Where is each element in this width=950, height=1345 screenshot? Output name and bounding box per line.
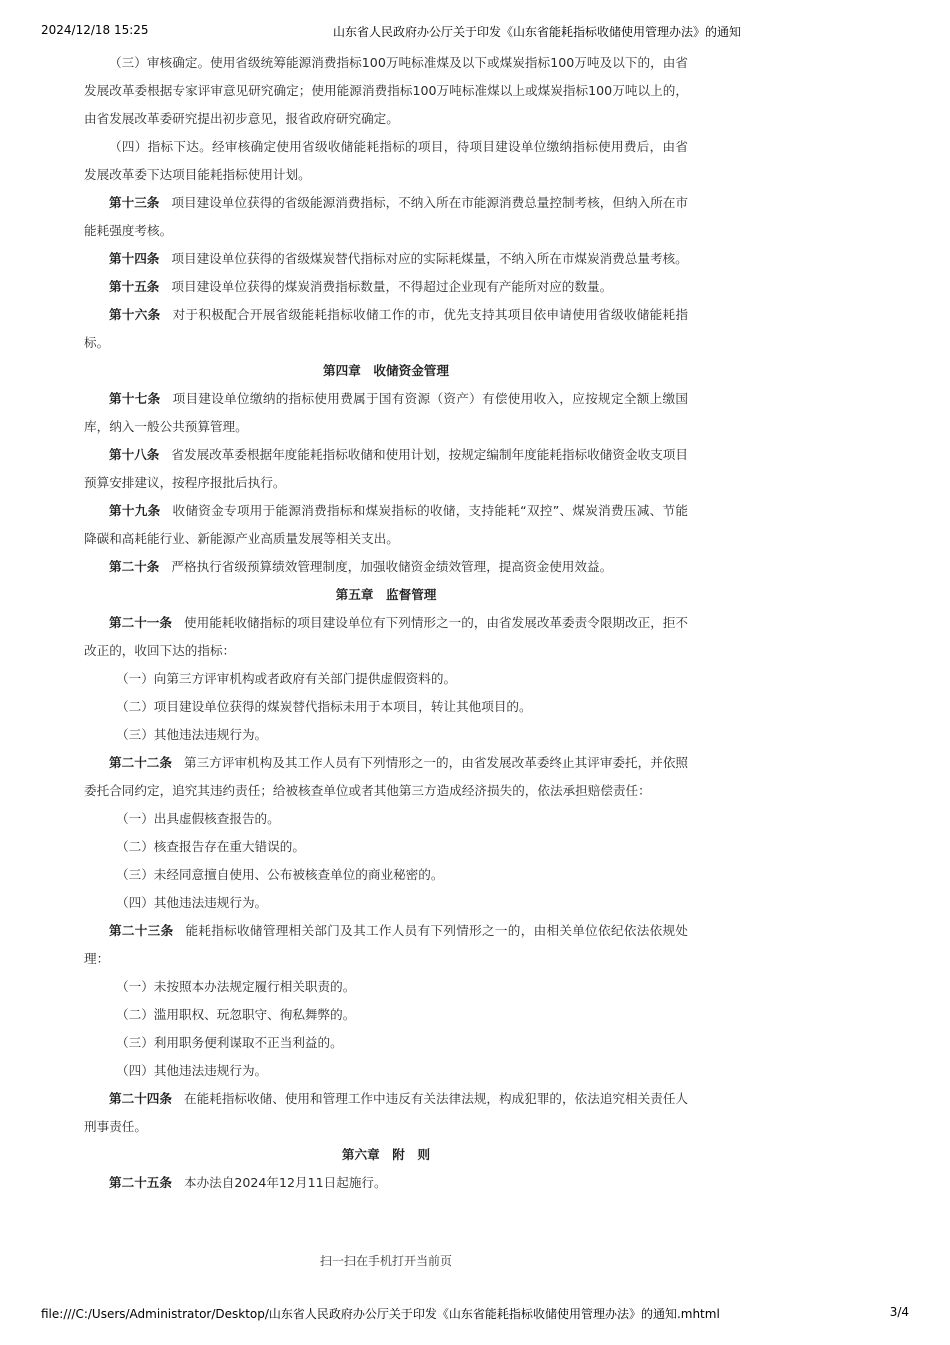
print-file-url: file:///C:/Users/Administrator/Desktop/山东省人民政府办公厅关于印发《山东省能耗指标收储使用管理办法》的通知.mhtml <box>41 1307 720 1321</box>
article-text: 收储资金专项用于能源消费指标和煤炭指标的收储，支持能耗“双控”、煤炭消费压减、节能降碳和高耗能行业、新能源产业高质量发展等相关支出。 <box>84 503 688 546</box>
article-13 <box>84 189 688 245</box>
article-text: 本办法自2024年12月11日起施行。 <box>183 1175 387 1190</box>
list-item: （一）出具虚假核查报告的。 <box>116 811 280 826</box>
list-item: （二）滥用职权、玩忽职守、徇私舞弊的。 <box>116 1007 356 1022</box>
article-19 <box>84 497 688 553</box>
article-25 <box>84 1169 688 1197</box>
article-text: 省发展改革委根据年度能耗指标收储和使用计划，按规定编制年度能耗指标收储资金收支项目预算安排建议，按程序报批后执行。 <box>84 447 689 490</box>
article-number: 第十三条 <box>109 195 160 210</box>
article-text: 第三方评审机构及其工作人员有下列情形之一的，由省发展改革委终止其评审委托，并依照委托合同约定，追究其违约责任；给被核查单位或者其他第三方造成经济损失的，依法承担赔偿责任： <box>84 755 689 798</box>
article-24 <box>84 1085 688 1141</box>
list-item: （三）其他违法违规行为。 <box>116 727 268 742</box>
article-number: 第二十三条 <box>109 923 174 938</box>
article-text: 在能耗指标收储、使用和管理工作中违反有关法律法规，构成犯罪的，依法追究相关责任人刑事责任。 <box>84 1091 689 1134</box>
list-item: （三）利用职务便利谋取不正当利益的。 <box>116 1035 343 1050</box>
article-16 <box>84 301 688 357</box>
print-page-number: 3/4 <box>889 1305 909 1319</box>
list-item: （一）向第三方评审机构或者政府有关部门提供虚假资料的。 <box>116 671 457 686</box>
article-number: 第二十二条 <box>109 755 173 770</box>
article-number: 第二十条 <box>109 559 160 574</box>
list-item: （一）未按照本办法规定履行相关职责的。 <box>116 979 356 994</box>
article-text: 项目建设单位获得的省级煤炭替代指标对应的实际耗煤量，不纳入所在市煤炭消费总量考核。 <box>171 251 688 266</box>
list-item: （二）项目建设单位获得的煤炭替代指标未用于本项目，转让其他项目的。 <box>116 699 532 714</box>
article-text: 严格执行省级预算绩效管理制度，加强收储资金绩效管理，提高资金使用效益。 <box>171 559 613 574</box>
list-item: （三）未经同意擅自使用、公布被核查单位的商业秘密的。 <box>116 867 444 882</box>
article-number: 第十六条 <box>109 307 161 322</box>
article-18 <box>84 441 688 497</box>
article-22 <box>84 749 688 805</box>
list-item: （二）核查报告存在重大错误的。 <box>116 839 305 854</box>
chapter-5-heading: 第五章 监督管理 <box>335 587 437 602</box>
article-text: 项目建设单位获得的省级能源消费指标，不纳入所在市能源消费总量控制考核，但纳入所在市能耗强度考核。 <box>84 195 689 238</box>
article-number: 第十九条 <box>109 503 161 518</box>
article-number: 第十七条 <box>109 391 161 406</box>
document-body <box>84 49 688 1197</box>
paragraph-indicator-issue: （四）指标下达。经审核确定使用省级收储能耗指标的项目，待项目建设单位缴纳指标使用费后，由省发展改革委下达项目能耗指标使用计划。 <box>84 139 688 182</box>
print-page-title: 山东省人民政府办公厅关于印发《山东省能耗指标收储使用管理办法》的通知 <box>333 25 742 39</box>
article-15 <box>84 273 688 301</box>
article-21 <box>84 609 688 665</box>
qr-scan-caption: 扫一扫在手机打开当前页 <box>319 1254 452 1268</box>
article-20 <box>84 553 688 581</box>
paragraph-review-confirm: （三）审核确定。使用省级统筹能源消费指标100万吨标准煤及以下或煤炭指标100万吨及以下的，由省发展改革委根据专家评审意见研究确定；使用能源消费指标100万吨标准煤以上或煤炭指标100万吨以上的，由省发展改革委研究提出初步意见，报省政府研究确定。 <box>84 55 688 126</box>
article-23 <box>84 917 688 973</box>
article-number: 第十四条 <box>109 251 160 266</box>
print-header <box>41 23 909 41</box>
article-number: 第二十一条 <box>109 615 173 630</box>
print-datetime: 2024/12/18 15:25 <box>41 23 149 37</box>
chapter-4-heading: 第四章 收储资金管理 <box>323 363 449 378</box>
list-item: （四）其他违法违规行为。 <box>116 1063 268 1078</box>
article-number: 第二十五条 <box>109 1175 172 1190</box>
article-text: 对于积极配合开展省级能耗指标收储工作的市，优先支持其项目依申请使用省级收储能耗指标。 <box>84 307 689 350</box>
article-text: 项目建设单位获得的煤炭消费指标数量，不得超过企业现有产能所对应的数量。 <box>171 279 613 294</box>
article-text: 项目建设单位缴纳的指标使用费属于国有资源（资产）有偿使用收入，应按规定全额上缴国库，纳入一般公共预算管理。 <box>84 391 689 434</box>
list-item: （四）其他违法违规行为。 <box>116 895 268 910</box>
article-text: 使用能耗收储指标的项目建设单位有下列情形之一的，由省发展改革委责令限期改正，拒不改正的，收回下达的指标： <box>84 615 689 658</box>
print-footer <box>41 1305 909 1323</box>
article-number: 第十八条 <box>109 447 160 462</box>
article-number: 第二十四条 <box>109 1091 173 1106</box>
chapter-6-heading: 第六章 附 则 <box>341 1147 431 1162</box>
article-14 <box>84 245 688 273</box>
article-17 <box>84 385 688 441</box>
article-text: 能耗指标收储管理相关部门及其工作人员有下列情形之一的，由相关单位依纪依法依规处理： <box>84 923 689 966</box>
article-number: 第十五条 <box>109 279 160 294</box>
